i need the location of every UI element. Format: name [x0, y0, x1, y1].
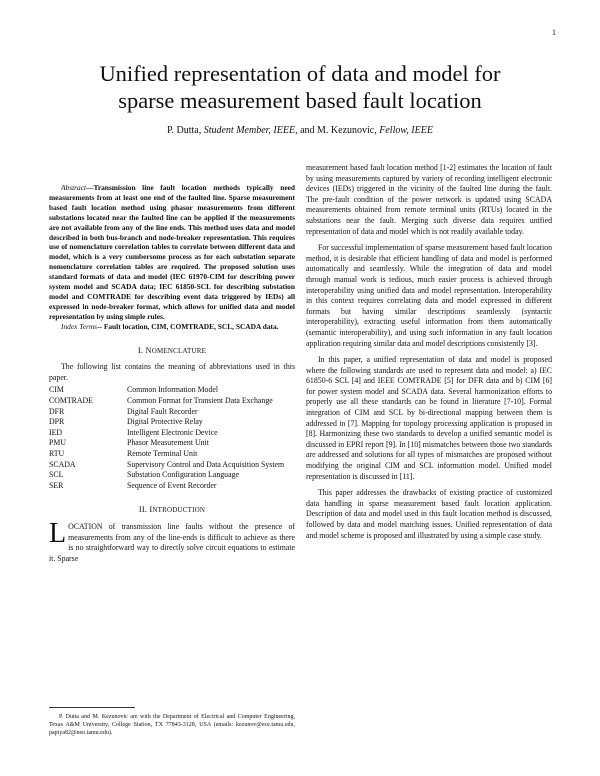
nomenclature-meaning: Digital Protective Relay — [127, 417, 203, 427]
section-initial: N — [145, 345, 152, 355]
nomenclature-abbr: IED — [49, 427, 63, 437]
body-paragraph: measurement based fault location method [1-2] estimates the location of fault by using measurements captured by variety of recording intelligent electronic devices (IEDs) triggered in the vicinity of the faulted line during the fault. The pre-fault condition of the power network is updated using SCADA measurements obtained from remote terminal units (RTUs) located in the substations near the fault. Merging such diverse data requires unified representation of data and model which is not readily available today. — [306, 163, 552, 236]
abstract — [49, 183, 295, 322]
nomenclature-list — [49, 385, 295, 491]
nomenclature-row — [49, 460, 295, 471]
nomenclature-row — [49, 417, 295, 428]
nomenclature-row — [49, 481, 295, 492]
nomenclature-meaning: Substation Configuration Language — [127, 470, 239, 480]
nomenclature-meaning: Common Information Model — [127, 385, 219, 395]
intro-text — [49, 517, 295, 564]
page-number: 1 — [552, 28, 556, 37]
index-terms-label: Index Terms — [61, 321, 98, 331]
author-1: P. Dutta, — [167, 125, 202, 136]
drop-cap: L — [49, 517, 67, 549]
author-1-role: Student Member, IEEE — [203, 125, 296, 136]
author-line — [40, 125, 560, 136]
nomenclature-row — [49, 407, 295, 418]
nomenclature-intro: The following list contains the meaning of abbreviations used in this paper. — [49, 362, 295, 382]
nomenclature-row — [49, 396, 295, 407]
nomenclature-row — [49, 449, 295, 460]
body-paragraph: For successful implementation of sparse measurement based fault location method, it is desirable that efficient handling of data and model is performed automatically and seamlessly. While the integration of data and model through manual work is tedious, much easier process is achieved through interoperability using unified data and model representation. Interoperability in this context requires correlating data and model expressed in different formats but having similar descriptions seamlessly (syntactic interoperability), extracting useful information from them automatically (semantic interoperability), and using such information in any fault location application requiring similar data and model descriptions consistently [3]. — [306, 243, 552, 348]
nomenclature-abbr: RTU — [49, 448, 65, 458]
nomenclature-abbr: SCADA — [49, 459, 76, 469]
footnote-rule — [49, 707, 135, 708]
section-heading-nomenclature — [49, 346, 295, 357]
nomenclature-row — [49, 428, 295, 439]
footnote: P. Dutta and M. Kezunovic are with the Department of Electrical and Computer Engineering, Texas A&M University, College Station, TX 77843-3128, USA (emails: kezunov@ece.tamu.edu, papiya82@neo.tamu.edu). — [49, 714, 295, 737]
section-rest: NTRODUCTION — [152, 506, 206, 515]
nomenclature-abbr: SCL — [49, 470, 64, 480]
nomenclature-meaning: Common Format for Transient Data Exchange — [127, 395, 273, 405]
intro-first-word: OCATION — [68, 521, 103, 531]
right-column — [306, 163, 552, 541]
nomenclature-row — [49, 438, 295, 449]
author-2-role: Fellow, IEEE — [379, 125, 433, 136]
nomenclature-abbr: CIM — [49, 385, 64, 395]
section-heading-introduction — [49, 505, 295, 516]
introduction-paragraph — [49, 517, 295, 564]
section-numeral: I. — [137, 345, 144, 355]
section-rest: OMENCLATURE — [151, 346, 207, 355]
body-paragraph: In this paper, a unified representation of data and model is proposed where the following standards are used to represent data and model: a) IEC 61850-6 SCL [4] and IEEE COMTRADE [5] for DFR data and b) CIM [6] for power system model and SCADA data. Several harmonization efforts to properly use all these standards can be found in literature [7-10]. Formal integration of CIM and SCL by bi-directional mapping between them is addressed in [7]. Mapping for topology processing application is proposed in [8]. Harmonizing these two standards to develop a unified semantic model is discussed in EPRI report [9]. In [10] mismatches between those two standards are addressed and solutions for all types of mismatches are proposed without modifying the original CIM and SCL information model. Unified model representation is discussed in [11]. — [306, 355, 552, 481]
section-initial: I — [149, 505, 153, 515]
intro-body: of transmission line faults without the presence of measurements from any of the line-ends is difficult to achieve as there is no straightforward way to directly solve circuit equations to estimate it. Sparse — [49, 521, 295, 563]
title-line-2: sparse measurement based fault location — [118, 88, 482, 113]
nomenclature-meaning: Phasor Measurement Unit — [127, 438, 209, 448]
nomenclature-abbr: COMTRADE — [49, 395, 94, 405]
nomenclature-abbr: DFR — [49, 406, 65, 416]
left-column — [49, 183, 295, 564]
author-connector: , and M. Kezunovic, — [295, 125, 377, 136]
nomenclature-meaning: Intelligent Electronic Device — [127, 427, 218, 437]
abstract-text: —Transmission line fault location methods typically need measurements from at least one end of the faulted line. Sparse measurement based fault location method using phasor measurements from different substations located near the faulted line can be applied if the measurements are not available from any of the line ends. This method uses data and model described in both bus-branch and node-breaker representation. This requires use of nomenclature correlation tables to correlate between different data and model, which is a very cumbersome process as for each substation separate nomenclature correlation tables are required. The proposed solution uses standard formats of data and model (IEC 61970-CIM for describing power system model and SCADA data; IEC 61850-SCL for describing substation model and COMTRADE for describing event data triggered by IEDs) all expressed in node-breaker format, which allows for unified data and model representation by using simple rules. — [49, 183, 295, 321]
index-terms — [49, 322, 295, 332]
nomenclature-meaning: Digital Fault Recorder — [127, 406, 198, 416]
section-numeral: II. — [138, 505, 148, 515]
abstract-label: Abstract — [61, 183, 87, 192]
nomenclature-meaning: Remote Terminal Unit — [127, 448, 198, 458]
paper-title — [40, 60, 560, 114]
nomenclature-abbr: SER — [49, 480, 64, 490]
nomenclature-row — [49, 385, 295, 396]
nomenclature-meaning: Supervisory Control and Data Acquisition System — [127, 459, 285, 469]
index-terms-text: -- Fault location, CIM, COMTRADE, SCL, SCADA data. — [97, 321, 279, 331]
nomenclature-meaning: Sequence of Event Recorder — [127, 480, 217, 490]
nomenclature-row — [49, 470, 295, 481]
nomenclature-abbr: DPR — [49, 417, 65, 427]
body-paragraph: This paper addresses the drawbacks of existing practice of customized data handling in sparse measurement based fault location application. Description of data and model used in this fault location method is discussed, followed by data and model matching issues. Unified representation of data and model scheme is proposed and illustrated by using a simple case study. — [306, 488, 552, 540]
nomenclature-abbr: PMU — [49, 438, 67, 448]
title-line-1: Unified representation of data and model for — [99, 61, 501, 86]
